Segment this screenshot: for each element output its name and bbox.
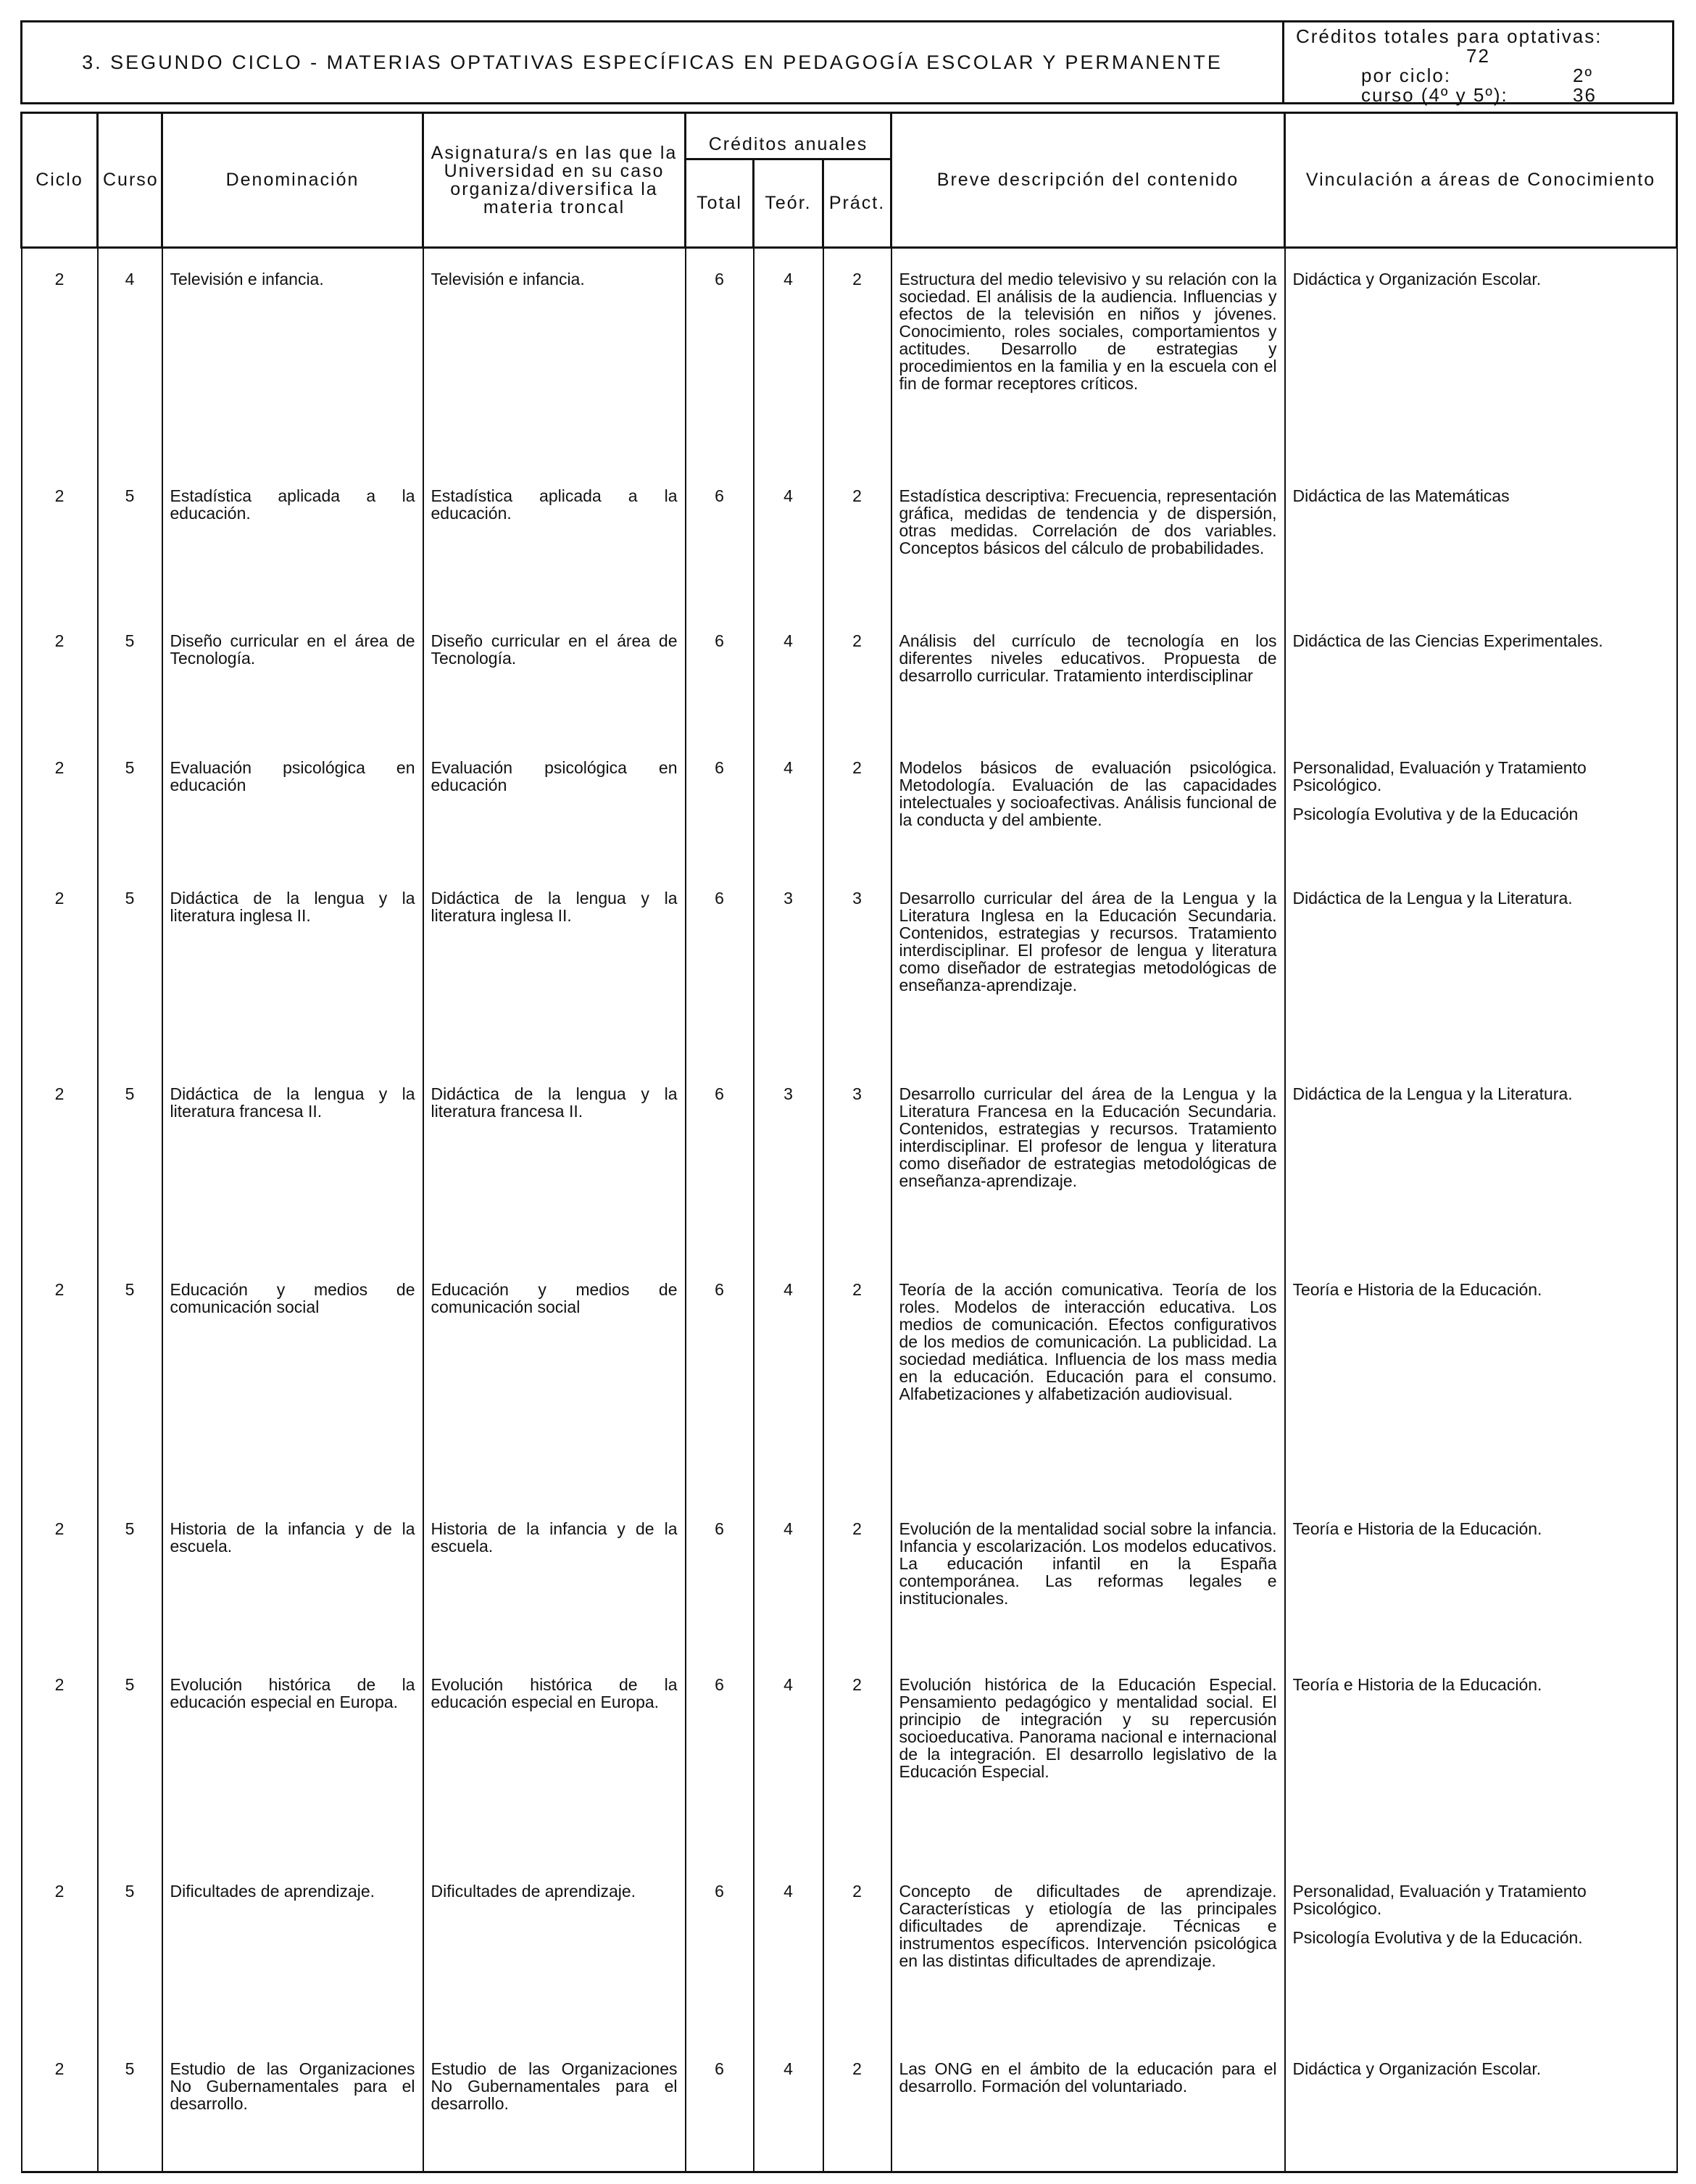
knowledge-area: Teoría e Historia de la Educación. bbox=[1292, 1674, 1542, 1694]
table-row bbox=[22, 1498, 1677, 1654]
ciclo-cell: 2 bbox=[22, 2038, 98, 2172]
ciclo-cell: 2 bbox=[22, 1063, 98, 1259]
denominacion-cell: Educación y medios de comunicación social bbox=[162, 1259, 423, 1498]
header-curso: Curso bbox=[98, 113, 162, 248]
knowledge-area: Didáctica de las Matemáticas bbox=[1292, 486, 1510, 505]
total-credits-cell: 6 bbox=[686, 465, 754, 610]
knowledge-areas-cell bbox=[1285, 737, 1677, 868]
per-cycle-label: por ciclo: bbox=[1361, 65, 1452, 86]
asignatura-cell: Didáctica de la lengua y la literatura inglesa II. bbox=[423, 868, 686, 1063]
practice-credits-cell: 2 bbox=[823, 465, 891, 610]
ciclo-cell: 2 bbox=[22, 1259, 98, 1498]
practice-credits-cell: 2 bbox=[823, 2038, 891, 2172]
asignatura-cell: Historia de la infancia y de la escuela. bbox=[423, 1498, 686, 1654]
ciclo-cell: 2 bbox=[22, 465, 98, 610]
denominacion-cell: Televisión e infancia. bbox=[162, 248, 423, 465]
curso-cell: 5 bbox=[98, 1654, 162, 1861]
knowledge-areas-cell bbox=[1285, 2038, 1677, 2172]
denominacion-cell: Diseño curricular en el área de Tecnología. bbox=[162, 610, 423, 737]
total-credits-cell: 6 bbox=[686, 1654, 754, 1861]
title-box bbox=[20, 20, 1674, 104]
theory-credits-cell: 3 bbox=[754, 868, 823, 1063]
practice-credits-cell: 3 bbox=[823, 1063, 891, 1259]
curso-cell: 5 bbox=[98, 1259, 162, 1498]
description-cell: Desarrollo curricular del área de la Lengua y la Literatura Inglesa en la Educación Secundaria. Contenidos, estrategias y recursos. Tratamiento interdisciplinar. El profesor de lengua y literatura como diseñador de estrategias metodológicas de enseñanza-aprendizaje. bbox=[891, 868, 1285, 1063]
asignatura-cell: Televisión e infancia. bbox=[423, 248, 686, 465]
ciclo-cell: 2 bbox=[22, 1498, 98, 1654]
header-asignatura: Asignatura/s en las que la Universidad en su caso organiza/diversifica la materia troncal bbox=[423, 113, 686, 248]
credits-total-label: Créditos totales para optativas: bbox=[1296, 25, 1603, 47]
page-title: 3. SEGUNDO CICLO - MATERIAS OPTATIVAS ESPECÍFICAS EN PEDAGOGÍA ESCOLAR Y PERMANENTE bbox=[22, 22, 1284, 102]
knowledge-area: Psicología Evolutiva y de la Educación. bbox=[1292, 1927, 1583, 1947]
knowledge-areas-cell bbox=[1285, 1654, 1677, 1861]
subjects-table bbox=[20, 112, 1678, 2173]
practice-credits-cell: 2 bbox=[823, 610, 891, 737]
theory-credits-cell: 3 bbox=[754, 1063, 823, 1259]
description-cell: Teoría de la acción comunicativa. Teoría de los roles. Modelos de interacción educativa. Los medios de comunicación. Efectos configurativos de los medios de comunicación. La publicidad. La sociedad mediática. Influencia de los mass media en la educación. Educación para el consumo. Alfabetizaciones y alfabetización audiovisual. bbox=[891, 1259, 1285, 1498]
table-body bbox=[22, 248, 1677, 2172]
credits-total-value: 72 bbox=[1466, 45, 1490, 67]
theory-credits-cell: 4 bbox=[754, 737, 823, 868]
denominacion-cell: Historia de la infancia y de la escuela. bbox=[162, 1498, 423, 1654]
denominacion-cell: Evaluación psicológica en educación bbox=[162, 737, 423, 868]
theory-credits-cell: 4 bbox=[754, 2038, 823, 2172]
asignatura-cell: Estudio de las Organizaciones No Gubernamentales para el desarrollo. bbox=[423, 2038, 686, 2172]
practice-credits-cell: 2 bbox=[823, 1498, 891, 1654]
denominacion-cell: Estadística aplicada a la educación. bbox=[162, 465, 423, 610]
description-cell: Desarrollo curricular del área de la Lengua y la Literatura Francesa en la Educación Secundaria. Contenidos, estrategias y recursos. Tratamiento interdisciplinar. El profesor de lengua y literatura como diseñador de estrategias metodológicas de enseñanza-aprendizaje. bbox=[891, 1063, 1285, 1259]
practice-credits-cell: 3 bbox=[823, 868, 891, 1063]
asignatura-cell: Evaluación psicológica en educación bbox=[423, 737, 686, 868]
table-row bbox=[22, 2038, 1677, 2172]
ciclo-cell: 2 bbox=[22, 248, 98, 465]
curso-cell: 5 bbox=[98, 610, 162, 737]
header-creditos: Créditos anuales bbox=[686, 113, 891, 159]
denominacion-cell: Didáctica de la lengua y la literatura inglesa II. bbox=[162, 868, 423, 1063]
knowledge-area: Didáctica de la Lengua y la Literatura. bbox=[1292, 1084, 1573, 1103]
theory-credits-cell: 4 bbox=[754, 248, 823, 465]
table-row bbox=[22, 1861, 1677, 2038]
practice-credits-cell: 2 bbox=[823, 1861, 891, 2038]
course-label: curso (4º y 5º): bbox=[1361, 84, 1508, 106]
table-row bbox=[22, 1063, 1677, 1259]
knowledge-areas-cell bbox=[1285, 1861, 1677, 2038]
theory-credits-cell: 4 bbox=[754, 1259, 823, 1498]
description-cell: Estadística descriptiva: Frecuencia, representación gráfica, medidas de tendencia y de dispersión, otras medidas. Correlación de dos variables. Conceptos básicos del cálculo de probabilidades. bbox=[891, 465, 1285, 610]
asignatura-cell: Evolución histórica de la educación especial en Europa. bbox=[423, 1654, 686, 1861]
description-cell: Concepto de dificultades de aprendizaje. Características y etiología de las principales dificultades de aprendizaje. Técnicas e instrumentos específicos. Intervención psicológica en las distintas dificultades de aprendizaje. bbox=[891, 1861, 1285, 2038]
description-cell: Modelos básicos de evaluación psicológica. Metodología. Evaluación de las capacidades intelectuales y socioafectivas. Análisis funcional de la conducta y del ambiente. bbox=[891, 737, 1285, 868]
table-row bbox=[22, 465, 1677, 610]
curso-cell: 5 bbox=[98, 2038, 162, 2172]
header-ciclo: Ciclo bbox=[22, 113, 98, 248]
theory-credits-cell: 4 bbox=[754, 1861, 823, 2038]
knowledge-areas-cell bbox=[1285, 610, 1677, 737]
total-credits-cell: 6 bbox=[686, 248, 754, 465]
denominacion-cell: Estudio de las Organizaciones No Gubernamentales para el desarrollo. bbox=[162, 2038, 423, 2172]
curso-cell: 5 bbox=[98, 1861, 162, 2038]
knowledge-area: Teoría e Historia de la Educación. bbox=[1292, 1519, 1542, 1538]
curso-cell: 5 bbox=[98, 1063, 162, 1259]
total-credits-cell: 6 bbox=[686, 1063, 754, 1259]
ciclo-cell: 2 bbox=[22, 1654, 98, 1861]
total-credits-cell: 6 bbox=[686, 1498, 754, 1654]
per-cycle-value: 2º bbox=[1573, 65, 1593, 86]
knowledge-areas-cell bbox=[1285, 465, 1677, 610]
ciclo-cell: 2 bbox=[22, 737, 98, 868]
knowledge-areas-cell bbox=[1285, 1063, 1677, 1259]
denominacion-cell: Evolución histórica de la educación especial en Europa. bbox=[162, 1654, 423, 1861]
knowledge-areas-cell bbox=[1285, 1259, 1677, 1498]
asignatura-cell: Didáctica de la lengua y la literatura francesa II. bbox=[423, 1063, 686, 1259]
curso-cell: 4 bbox=[98, 248, 162, 465]
practice-credits-cell: 2 bbox=[823, 248, 891, 465]
ciclo-cell: 2 bbox=[22, 1861, 98, 2038]
description-cell: Evolución histórica de la Educación Especial. Pensamiento pedagógico y mentalidad social. El principio de integración y su repercusión socioeducativa. Panorama nacional e internacional de la integración. El desarrollo legislativo de la Educación Especial. bbox=[891, 1654, 1285, 1861]
asignatura-cell: Dificultades de aprendizaje. bbox=[423, 1861, 686, 2038]
header-descripcion: Breve descripción del contenido bbox=[891, 113, 1285, 248]
knowledge-area: Didáctica y Organización Escolar. bbox=[1292, 270, 1542, 288]
ciclo-cell: 2 bbox=[22, 868, 98, 1063]
description-cell: Estructura del medio televisivo y su relación con la sociedad. El análisis de la audiencia. Influencias y efectos de la televisión en niños y jóvenes. Conocimiento, roles sociales, comportamientos y actitudes. Desarrollo de estrategias y procedimientos en la familia y en la escuela con el fin de formar receptores críticos. bbox=[891, 248, 1285, 465]
header-pract: Práct. bbox=[823, 159, 891, 248]
total-credits-cell: 6 bbox=[686, 2038, 754, 2172]
description-cell: Las ONG en el ámbito de la educación para el desarrollo. Formación del voluntariado. bbox=[891, 2038, 1285, 2172]
denominacion-cell: Dificultades de aprendizaje. bbox=[162, 1861, 423, 2038]
description-cell: Análisis del currículo de tecnología en los diferentes niveles educativos. Propuesta de desarrollo curricular. Tratamiento interdisciplinar bbox=[891, 610, 1285, 737]
total-credits-cell: 6 bbox=[686, 1861, 754, 2038]
practice-credits-cell: 2 bbox=[823, 1259, 891, 1498]
header-denominacion: Denominación bbox=[162, 113, 423, 248]
theory-credits-cell: 4 bbox=[754, 1654, 823, 1861]
table-row bbox=[22, 248, 1677, 465]
table-row bbox=[22, 610, 1677, 737]
credits-summary bbox=[1284, 22, 1672, 106]
theory-credits-cell: 4 bbox=[754, 1498, 823, 1654]
curso-cell: 5 bbox=[98, 465, 162, 610]
knowledge-areas-cell bbox=[1285, 248, 1677, 465]
total-credits-cell: 6 bbox=[686, 1259, 754, 1498]
asignatura-cell: Diseño curricular en el área de Tecnología. bbox=[423, 610, 686, 737]
header-teor: Teór. bbox=[754, 159, 823, 248]
table-row bbox=[22, 868, 1677, 1063]
asignatura-cell: Educación y medios de comunicación social bbox=[423, 1259, 686, 1498]
curso-cell: 5 bbox=[98, 868, 162, 1063]
knowledge-areas-cell bbox=[1285, 868, 1677, 1063]
total-credits-cell: 6 bbox=[686, 737, 754, 868]
practice-credits-cell: 2 bbox=[823, 1654, 891, 1861]
course-value: 36 bbox=[1573, 84, 1597, 106]
curso-cell: 5 bbox=[98, 737, 162, 868]
header-vinculacion: Vinculación a áreas de Conocimiento bbox=[1285, 113, 1677, 248]
total-credits-cell: 6 bbox=[686, 868, 754, 1063]
knowledge-area: Teoría e Historia de la Educación. bbox=[1292, 1279, 1542, 1299]
table-row bbox=[22, 737, 1677, 868]
knowledge-area: Didáctica de la Lengua y la Literatura. bbox=[1292, 888, 1573, 908]
knowledge-area: Personalidad, Evaluación y Tratamiento Psicológico. bbox=[1292, 757, 1587, 794]
practice-credits-cell: 2 bbox=[823, 737, 891, 868]
total-credits-cell: 6 bbox=[686, 610, 754, 737]
knowledge-area: Psicología Evolutiva y de la Educación bbox=[1292, 804, 1579, 823]
description-cell: Evolución de la mentalidad social sobre la infancia. Infancia y escolarización. Los modelos educativos. La educación infantil en la España contemporánea. Las reformas legales e institucionales. bbox=[891, 1498, 1285, 1654]
asignatura-cell: Estadística aplicada a la educación. bbox=[423, 465, 686, 610]
theory-credits-cell: 4 bbox=[754, 610, 823, 737]
header-total: Total bbox=[686, 159, 754, 248]
table-row bbox=[22, 1654, 1677, 1861]
knowledge-area: Personalidad, Evaluación y Tratamiento Psicológico. bbox=[1292, 1881, 1587, 1918]
theory-credits-cell: 4 bbox=[754, 465, 823, 610]
ciclo-cell: 2 bbox=[22, 610, 98, 737]
knowledge-area: Didáctica y Organización Escolar. bbox=[1292, 2059, 1542, 2078]
curso-cell: 5 bbox=[98, 1498, 162, 1654]
knowledge-area: Didáctica de las Ciencias Experimentales. bbox=[1292, 631, 1603, 650]
denominacion-cell: Didáctica de la lengua y la literatura francesa II. bbox=[162, 1063, 423, 1259]
knowledge-areas-cell bbox=[1285, 1498, 1677, 1654]
table-row bbox=[22, 1259, 1677, 1498]
